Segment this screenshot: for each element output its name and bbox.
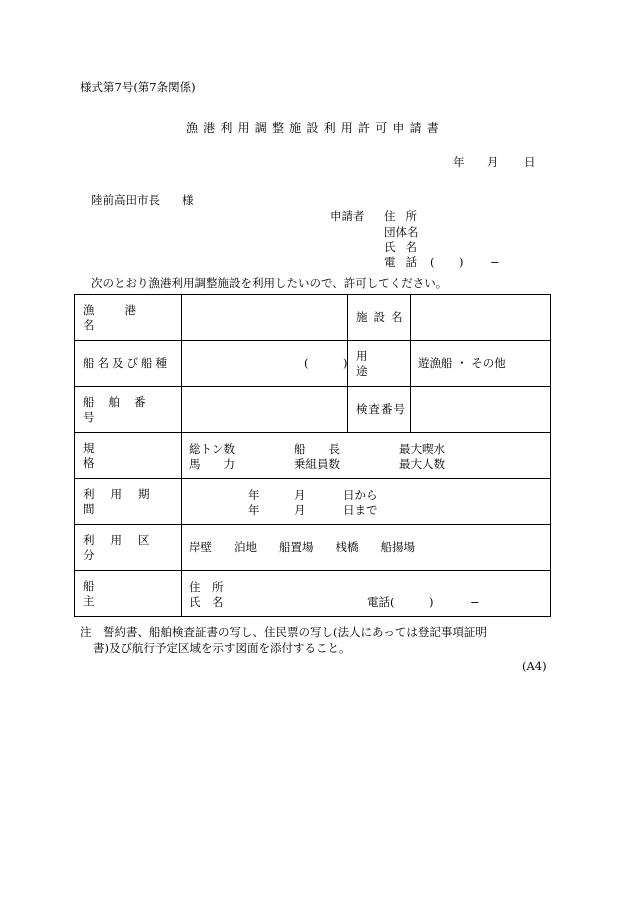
ship-name-label: 船名及び船種 <box>83 356 170 371</box>
owner-label: 船主 <box>83 578 163 608</box>
note-line-2: 書)及び航行予定区域を示す図面を添付すること。 <box>93 641 351 655</box>
length-label: 船 長 <box>294 441 340 456</box>
category-label-cell <box>75 525 182 571</box>
max-draft-label: 最大喫水 <box>399 441 445 456</box>
gross-tonnage-label: 総トン数 <box>189 441 235 456</box>
facility-name-label: 施設名 <box>356 310 409 325</box>
applicant-label: 申請者 <box>330 209 365 223</box>
fishing-port-label-cell <box>75 295 182 341</box>
usage-label-cell <box>348 341 411 387</box>
category-option-quay[interactable]: 岸壁 <box>189 540 212 555</box>
date-year-label: 年 <box>453 155 465 169</box>
owner-address-label: 住 所 <box>189 579 224 594</box>
category-label: 利用区分 <box>83 532 166 562</box>
usage-options[interactable] <box>411 341 551 387</box>
table-row <box>75 571 551 617</box>
max-persons-label: 最大人数 <box>399 456 445 471</box>
fishing-port-label: 漁港名 <box>83 302 166 332</box>
category-option-anchorage[interactable]: 泊地 <box>234 540 257 555</box>
period-fields[interactable] <box>182 479 551 525</box>
applicant-phone-paren-close: ) <box>459 255 464 269</box>
table-row <box>75 433 551 479</box>
ship-name-field[interactable] <box>182 341 348 387</box>
applicant-phone-label: 電話 <box>384 255 427 269</box>
table-row <box>75 295 551 341</box>
period-label-cell <box>75 479 182 525</box>
category-option-boat-yard[interactable]: 船置場 <box>279 540 314 555</box>
period-start-day: 日から <box>343 487 378 502</box>
owner-label-cell <box>75 571 182 617</box>
category-options[interactable] <box>182 525 551 571</box>
category-option-slipway[interactable]: 船揚場 <box>380 540 415 555</box>
table-row <box>75 341 551 387</box>
paper-size-label: (A4) <box>522 659 547 673</box>
intro-text: 次のとおり漁港利用調整施設を利用したいので、許可してください。 <box>91 276 448 290</box>
addressee-suffix: 様 <box>182 193 194 207</box>
ship-number-field[interactable] <box>182 387 348 433</box>
ship-number-label: 船舶番号 <box>83 394 160 424</box>
period-start-year: 年 <box>248 487 260 502</box>
note-line-1: 注 誓約書、船舶検査証書の写し、住民票の写し(法人にあっては登記事項証明 <box>80 625 487 639</box>
inspection-number-label-cell <box>348 387 411 433</box>
period-end-year: 年 <box>248 502 260 517</box>
crew-label: 乗組員数 <box>294 456 340 471</box>
page-title: 漁港利用調整施設利用許可申請書 <box>185 121 444 135</box>
applicant-phone-dash: − <box>490 255 500 269</box>
table-row <box>75 387 551 433</box>
facility-name-field[interactable] <box>411 295 551 341</box>
inspection-number-field[interactable] <box>411 387 551 433</box>
date-day-label: 日 <box>524 155 536 169</box>
spec-label: 規格 <box>83 440 163 470</box>
addressee: 陸前高田市長 <box>91 193 160 207</box>
owner-fields[interactable] <box>182 571 551 617</box>
date-month-label: 月 <box>487 155 499 169</box>
applicant-organization-label: 団体名 <box>384 225 419 239</box>
inspection-number-label: 検査番号 <box>356 402 406 417</box>
usage-label: 用途 <box>356 348 394 378</box>
applicant-phone-paren-open: ( <box>430 255 435 269</box>
period-end-day: 日まで <box>343 502 378 517</box>
form-number: 様式第7号(第7条関係) <box>80 80 196 94</box>
period-label: 利用期間 <box>83 486 166 516</box>
usage-value: 遊漁船 ・ その他 <box>418 356 506 371</box>
period-start-month: 月 <box>294 487 306 502</box>
ship-number-label-cell <box>75 387 182 433</box>
applicant-name-label: 氏名 <box>384 240 427 254</box>
spec-fields[interactable] <box>182 433 551 479</box>
spec-label-cell <box>75 433 182 479</box>
fishing-port-field[interactable] <box>182 295 348 341</box>
facility-name-label-cell <box>348 295 411 341</box>
owner-phone-label: 電話( <box>367 594 395 609</box>
ship-type-paren-close: ) <box>343 355 348 370</box>
ship-type-paren-open: ( <box>304 355 309 370</box>
applicant-address-label: 住所 <box>384 209 427 223</box>
owner-phone-dash: − <box>470 594 480 609</box>
owner-name-label: 氏 名 <box>189 594 224 609</box>
owner-phone-paren-close: ) <box>429 594 434 609</box>
table-row <box>75 479 551 525</box>
ship-name-label-cell <box>75 341 182 387</box>
horsepower-label: 馬 力 <box>189 456 235 471</box>
period-end-month: 月 <box>294 502 306 517</box>
category-option-pier[interactable]: 桟橋 <box>335 540 359 555</box>
table-row <box>75 525 551 571</box>
application-table <box>74 294 551 617</box>
